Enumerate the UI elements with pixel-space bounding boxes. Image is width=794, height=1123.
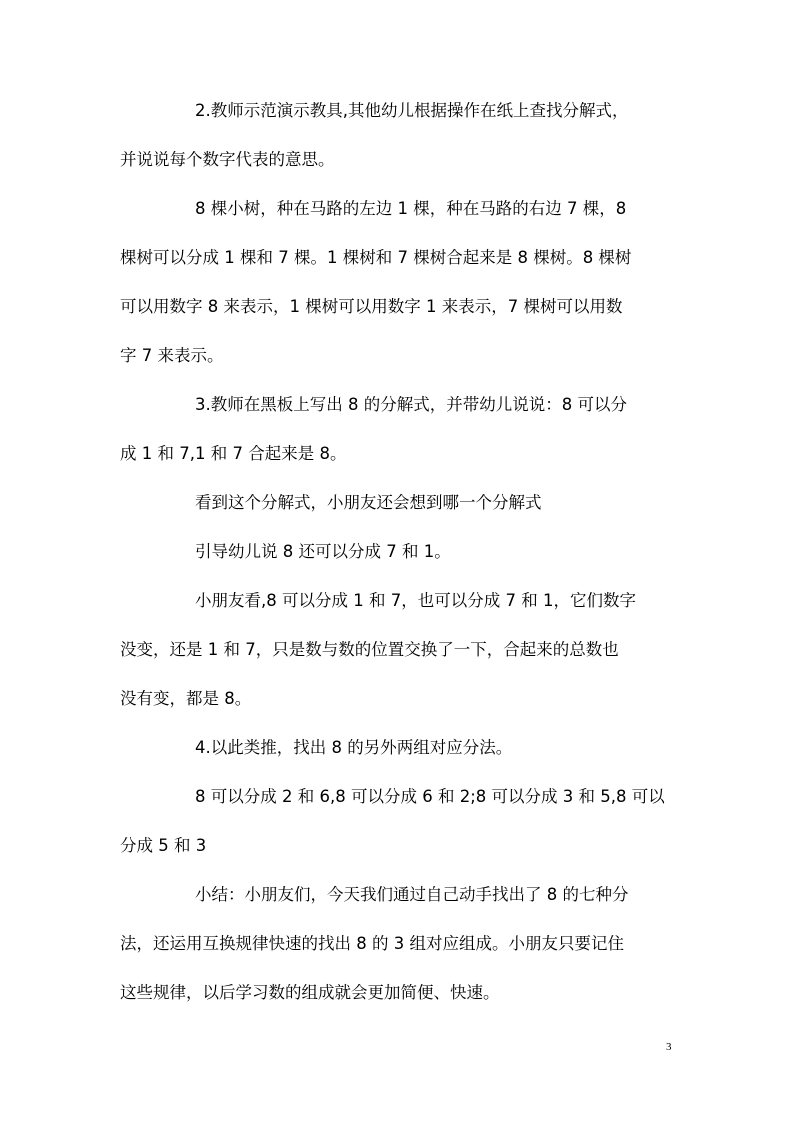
text-line: 分成 5 和 3 [120, 836, 207, 855]
text-line: 3.教师在黑板上写出 8 的分解式，并带幼儿说说：8 可以分 [195, 395, 627, 414]
text-line: 4.以此类推，找出 8 的另外两组对应分法。 [195, 738, 513, 757]
text-line: 棵树可以分成 1 棵和 7 棵。1 棵树和 7 棵树合起来是 8 棵树。8 棵树 [120, 248, 632, 267]
text-line: 小结：小朋友们，今天我们通过自己动手找出了 8 的七种分 [195, 885, 629, 904]
text-line: 8 棵小树，种在马路的左边 1 棵，种在马路的右边 7 棵，8 [195, 199, 627, 218]
text-line: 可以用数字 8 来表示，1 棵树可以用数字 1 来表示，7 棵树可以用数 [120, 297, 623, 316]
document-body [120, 86, 680, 1017]
text-line: 并说说每个数字代表的意思。 [120, 150, 335, 169]
text-line: 8 可以分成 2 和 6,8 可以分成 6 和 2;8 可以分成 3 和 5,8 可以 [195, 787, 665, 806]
text-line: 2.教师示范演示教具,其他幼儿根据操作在纸上查找分解式， [195, 101, 629, 120]
text-line: 引导幼儿说 8 还可以分成 7 和 1。 [195, 542, 451, 561]
text-line: 成 1 和 7,1 和 7 合起来是 8。 [120, 444, 347, 463]
text-line: 没有变，都是 8。 [120, 689, 252, 708]
text-line: 没变，还是 1 和 7，只是数与数的位置交换了一下，合起来的总数也 [120, 640, 619, 659]
text-line: 看到这个分解式，小朋友还会想到哪一个分解式 [195, 493, 542, 512]
text-line: 字 7 来表示。 [120, 346, 224, 365]
text-line: 这些规律，以后学习数的组成就会更加简便、快速。 [120, 983, 500, 1002]
text-line: 法，还运用互换规律快速的找出 8 的 3 组对应组成。小朋友只要记住 [120, 934, 624, 953]
text-line: 小朋友看,8 可以分成 1 和 7，也可以分成 7 和 1，它们数字 [195, 591, 636, 610]
page-number: 3 [666, 1041, 672, 1053]
